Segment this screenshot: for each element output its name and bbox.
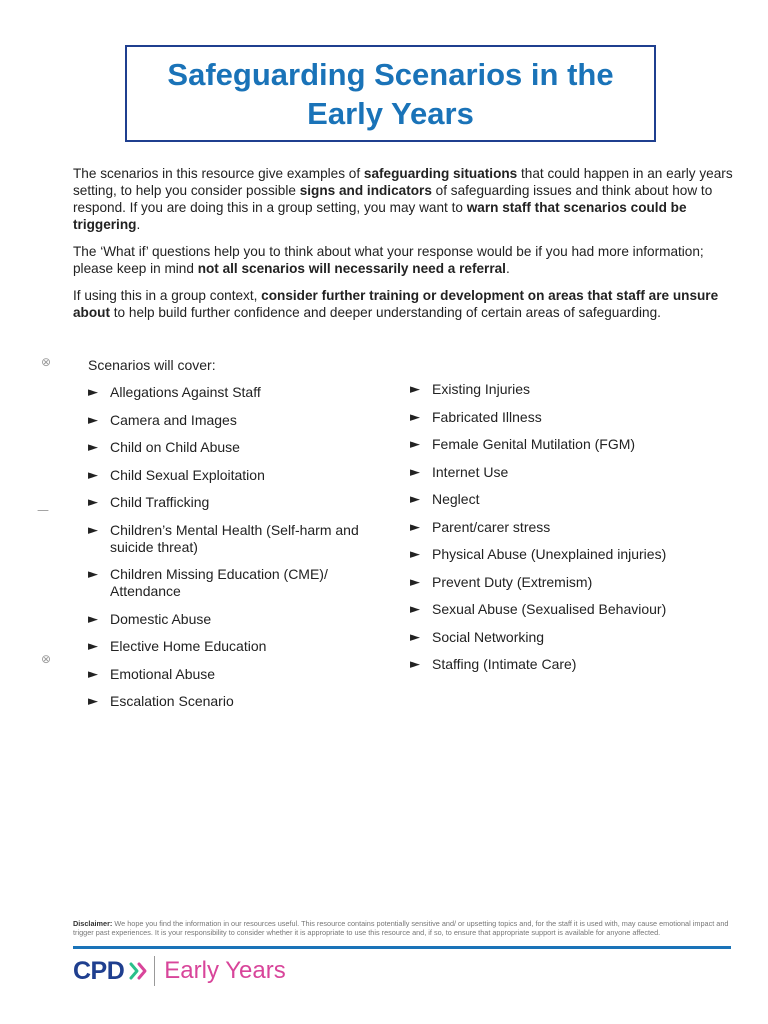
scenario-list-left: [88, 384, 373, 721]
intro-section: [73, 165, 733, 331]
scenarios-label: Scenarios will cover:: [88, 357, 216, 373]
page-title: Safeguarding Scenarios in the Early Years: [167, 56, 614, 131]
bullet-arrow-icon: ►: [88, 639, 98, 654]
scenario-list-right: [410, 381, 740, 684]
list-item-label: Elective Home Education: [110, 638, 267, 654]
list-item: [410, 629, 740, 646]
cpd-logo: [73, 954, 286, 988]
list-item-label: Prevent Duty (Extremism): [432, 573, 593, 590]
logo-divider: [154, 956, 155, 986]
footer-rule: [73, 946, 731, 949]
list-item: [410, 546, 740, 563]
bullet-arrow-icon: ►: [410, 574, 420, 590]
intro-p1-bold-a: safeguarding situations: [363, 166, 518, 181]
intro-paragraph-1: [73, 165, 733, 233]
list-item: [410, 519, 740, 536]
bullet-arrow-icon: ►: [410, 409, 420, 425]
bullet-arrow-icon: ►: [410, 437, 420, 452]
list-item-label: Neglect: [432, 491, 480, 507]
intro-p1-bold-b: signs and indicators: [299, 183, 432, 198]
list-item: [88, 693, 373, 710]
list-item: [88, 566, 373, 600]
intro-p1-text-a: The scenarios in this resource give examples of: [73, 166, 364, 181]
intro-p1-text-d: .: [136, 217, 141, 232]
intro-p1-text-b: that could happen in an early years setting, to help you consider possible: [73, 166, 733, 198]
list-item: [410, 409, 740, 426]
list-item-label: Child on Child Abuse: [110, 439, 240, 455]
list-item-label: Emotional Abuse: [110, 665, 216, 682]
list-item-label: Staffing (Intimate Care): [432, 656, 577, 672]
bullet-arrow-icon: ►: [88, 611, 98, 627]
chevrons-icon: [128, 960, 148, 982]
list-item: [88, 494, 373, 511]
list-item-label: Children’s Mental Health (Self-harm and suicide threat): [110, 521, 359, 555]
list-item-label: Child Sexual Exploitation: [110, 466, 265, 483]
title-box: [125, 45, 656, 142]
disclaimer-text: We hope you find the information in our resources useful. This resource contains potentially sensitive and/ or upsetting topics and, for the staff it is used with, may cause emotional impact and trigger past experiences. It is your responsibility to consider whether it is appropriate to use this resource and, if so, to ensure that appropriate support is available for anyone affected.: [73, 919, 729, 937]
dash-icon: —: [37, 503, 49, 517]
list-item: [88, 522, 373, 556]
list-item: [410, 464, 740, 481]
intro-paragraph-3: [73, 287, 733, 321]
list-item-label: Child Trafficking: [110, 494, 210, 510]
circle-x-icon: ⊗: [41, 652, 52, 666]
list-item-label: Children Missing Education (CME)/ Attendance: [110, 566, 328, 599]
list-item: [410, 436, 740, 453]
list-item: [88, 384, 373, 401]
intro-p2-bold: not all scenarios will necessarily need a referral: [197, 261, 506, 276]
list-item: [410, 601, 740, 618]
logo-brand: CPD: [73, 956, 125, 985]
list-item: [410, 656, 740, 673]
intro-p2-text-a: The ‘What if’ questions help you to think about what your response would be if you had more information; please keep in mind: [73, 244, 704, 276]
list-item-label: Domestic Abuse: [110, 610, 212, 627]
bullet-arrow-icon: ►: [88, 567, 98, 582]
intro-p3-text-a: If using this in a group context,: [73, 288, 262, 303]
list-item: [410, 381, 740, 398]
list-item: [410, 491, 740, 508]
disclaimer: [73, 920, 733, 937]
list-item-label: Social Networking: [432, 628, 545, 645]
list-item-label: Escalation Scenario: [110, 693, 234, 709]
list-item-label: Camera and Images: [110, 411, 237, 428]
intro-p2-text-b: .: [505, 261, 510, 276]
bullet-arrow-icon: ►: [88, 694, 98, 709]
disclaimer-label: Disclaimer:: [73, 919, 113, 928]
bullet-arrow-icon: ►: [410, 464, 420, 480]
bullet-arrow-icon: ►: [410, 602, 420, 617]
list-item-label: Allegations Against Staff: [110, 384, 261, 400]
bullet-arrow-icon: ►: [410, 382, 420, 397]
list-item: [88, 638, 373, 655]
bullet-arrow-icon: ►: [410, 657, 420, 672]
bullet-arrow-icon: ►: [88, 495, 98, 510]
list-item: [88, 611, 373, 628]
list-item-label: Parent/carer stress: [432, 518, 551, 535]
intro-p1-bold-c: warn staff that scenarios could be triggering: [73, 200, 687, 232]
list-item-label: Sexual Abuse (Sexualised Behaviour): [432, 601, 667, 617]
list-item-label: Physical Abuse (Unexplained injuries): [432, 546, 667, 562]
list-item-label: Fabricated Illness: [432, 408, 542, 425]
intro-p3-bold: consider further training or development on areas that staff are unsure about: [73, 288, 719, 320]
bullet-arrow-icon: ►: [88, 666, 98, 682]
bullet-arrow-icon: ►: [410, 519, 420, 535]
list-item: [88, 666, 373, 683]
list-item-label: Female Genital Mutilation (FGM): [432, 436, 636, 452]
intro-p1-text-c: of safeguarding issues and think about how to respond. If you are doing this in a group setting, you may want to: [73, 183, 713, 215]
list-item: [410, 574, 740, 591]
bullet-arrow-icon: ►: [410, 492, 420, 507]
bullet-arrow-icon: ►: [88, 522, 98, 538]
list-item: [88, 467, 373, 484]
list-item-label: Existing Injuries: [432, 381, 531, 397]
bullet-arrow-icon: ►: [88, 412, 98, 428]
bullet-arrow-icon: ►: [410, 629, 420, 645]
bullet-arrow-icon: ►: [88, 467, 98, 483]
bullet-arrow-icon: ►: [410, 547, 420, 562]
logo-product: Early Years: [164, 957, 286, 984]
intro-p3-text-b: to help build further confidence and deeper understanding of certain areas of safeguarding.: [110, 305, 661, 320]
list-item-label: Internet Use: [432, 463, 509, 480]
bullet-arrow-icon: ►: [88, 385, 98, 400]
bullet-arrow-icon: ►: [88, 440, 98, 455]
intro-paragraph-2: [73, 243, 733, 277]
list-item: [88, 412, 373, 429]
list-item: [88, 439, 373, 456]
circle-x-icon: ⊗: [41, 355, 52, 369]
